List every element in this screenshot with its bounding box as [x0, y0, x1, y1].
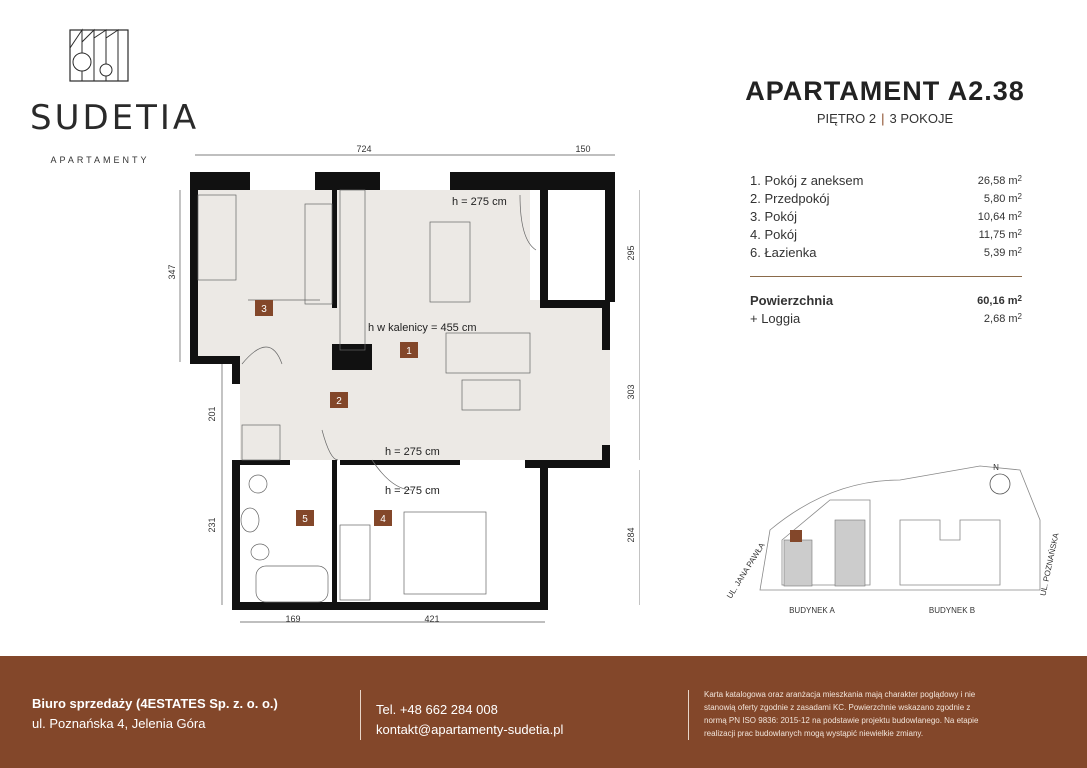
dim-right-middle: 303	[626, 384, 636, 400]
total-loggia: + Loggia 2,68 $m^2$	[750, 311, 1022, 326]
dim-bottom-right: 421	[424, 614, 440, 624]
list-item: 6. Łazienka 5,39 $m^2$	[750, 245, 1022, 260]
divider	[360, 690, 361, 740]
office-title: Biuro sprzedaży (4ESTATES Sp. z. o. o.)	[32, 696, 278, 711]
phone-link[interactable]: Tel. +48 662 284 008	[376, 702, 498, 717]
height-label: h = 275 cm	[385, 485, 440, 497]
brand-logo	[30, 28, 200, 165]
dim-right-lower: 284	[626, 527, 636, 543]
street-right-label: UL. POZNAŃSKA	[1038, 532, 1061, 597]
disclaimer: Karta katalogowa oraz aranżacja mieszkania mają charakter poglądowy i nie stanowią oferty zgodnie z zasadami KC. Powierzchnie wskazano zgodnie z normą PN ISO 9836: 2015-12 na podstawie projektu budowlanego. Na etapie realizacji prac budowlanych mogą wystąpić niewielkie zmiany.	[704, 690, 979, 738]
list-item: 4. Pokój 11,75 $m^2$	[750, 227, 1022, 242]
height-label: h = 275 cm	[452, 196, 507, 208]
sales-office	[32, 694, 278, 734]
brand-name: SUDETIA	[30, 98, 200, 138]
separator: |	[881, 111, 885, 126]
street-left-label: UL. JANA PAWŁA	[725, 541, 767, 601]
room-number: 1	[406, 346, 412, 357]
apartment-title: APARTAMENT A2.38	[745, 76, 1025, 106]
dim-left-lower: 231	[207, 517, 217, 533]
room-number: 4	[380, 514, 386, 525]
compass-icon	[990, 474, 1010, 494]
divider	[750, 276, 1022, 277]
total-surface: Powierzchnia 60,16 $m^2$	[750, 293, 1022, 308]
height-label: h = 275 cm	[385, 446, 440, 458]
room-number: 3	[261, 304, 267, 315]
room-number: 2	[336, 396, 342, 407]
list-item: 1. Pokój z aneksem 26,58 $m^2$	[750, 173, 1022, 188]
contact-info	[376, 700, 563, 740]
room-number: 5	[302, 514, 308, 525]
office-address: ul. Poznańska 4, Jelenia Góra	[32, 716, 206, 731]
floor-label: PIĘTRO 2	[816, 111, 877, 126]
building-b-label: BUDYNEK B	[928, 606, 976, 615]
logo-mark-icon	[68, 28, 130, 83]
height-kalenica-label: h w kalenicy = 455 cm	[368, 322, 477, 334]
divider	[688, 690, 689, 740]
email-link[interactable]: kontakt@apartamenty-sudetia.pl	[376, 722, 564, 737]
floor-plan	[160, 140, 640, 630]
dim-right-upper: 295	[626, 245, 636, 261]
brand-tagline: APARTAMENTY	[50, 155, 150, 165]
north-label: N	[993, 463, 999, 472]
list-item: 3. Pokój 10,64 $m^2$	[750, 209, 1022, 224]
dim-top-main: 724	[356, 144, 372, 154]
rooms-count-label: 3 POKOJE	[889, 111, 954, 126]
dim-left-upper: 347	[167, 264, 177, 280]
totals	[750, 292, 1022, 328]
dim-bottom-left: 169	[285, 614, 301, 624]
footer	[0, 656, 1087, 768]
dim-top-loggia: 150	[575, 144, 591, 154]
room-list	[750, 172, 1022, 262]
building-a-label: BUDYNEK A	[789, 606, 835, 615]
site-map	[716, 455, 1076, 625]
list-item: 2. Przedpokój 5,80 $m^2$	[750, 191, 1022, 206]
apartment-subtitle	[690, 111, 1080, 126]
dim-left-middle: 201	[207, 406, 217, 422]
